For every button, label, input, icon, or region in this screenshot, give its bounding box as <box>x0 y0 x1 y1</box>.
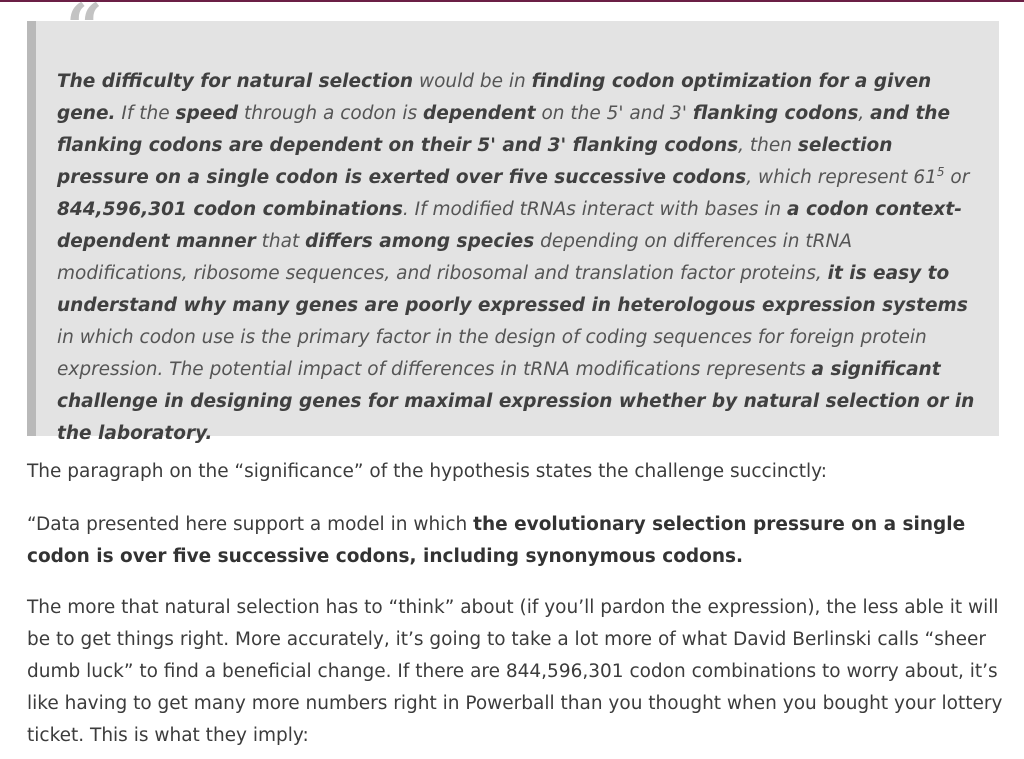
quote-span: through a codon is <box>238 103 424 124</box>
quote-bold-span: a significant challenge in designing genes for maximal expression whether by natural selection or in the laboratory. <box>57 359 975 444</box>
quote-bold-span: and the flanking codons are dependent on their 5' and 3' flanking codons <box>57 103 951 156</box>
quote-mark-icon: “ <box>66 0 103 65</box>
top-border <box>0 0 1024 2</box>
paragraph-bold: the evolutionary selection pressure on a single codon is over five successive codons, including synonymous codons. <box>27 514 966 567</box>
quote-span: on the 5' and 3' <box>535 103 693 124</box>
quote-span: depending on differences in tRNA modifications, ribosome sequences, and ribosomal and translation factor proteins, <box>57 231 852 284</box>
quote-span: If the <box>115 103 176 124</box>
exponent: 5 <box>936 165 945 179</box>
quote-bold-span: dependent <box>423 103 536 124</box>
paragraph-quoted-model <box>27 509 1007 573</box>
quote-bold-span: speed <box>175 103 239 124</box>
quote-span: , <box>858 103 871 124</box>
quote-span: . If modified tRNAs interact with bases in <box>402 199 788 220</box>
quote-span: would be in <box>413 71 532 92</box>
quote-span: , then <box>738 135 798 156</box>
paragraph-lead: “Data presented here support a model in which <box>27 514 474 535</box>
quote-bold-span: differs among species <box>305 231 535 252</box>
quote-span: or <box>944 167 970 188</box>
quote-bold-span: finding codon optimization for a given gene. <box>57 71 932 124</box>
paragraph-natural-selection: The more that natural selection has to “think” about (if you’ll pardon the expression), the less able it will be to get things right. More accurately, it’s going to take a lot more of what David Berlinski calls “sheer dumb luck” to find a beneficial change. If there are 844,596,301 codon combinations to worry about, it’s like having to get many more numbers right in Powerball than you thought when you bought your lottery ticket. This is what they imply: <box>27 597 1003 746</box>
quote-span: in which codon use is the primary factor in the design of coding sequences for foreign protein expression. The potential impact of differences in tRNA modifications represents <box>57 327 927 380</box>
quote-bold-span: The difficulty for natural selection <box>57 71 414 92</box>
paragraph-significance: The paragraph on the “significance” of the hypothesis states the challenge succinctly: <box>27 461 827 482</box>
quote-bold-span: it is easy to understand why many genes are poorly expressed in heterologous expression systems <box>57 263 968 316</box>
quote-bold-span: 844,596,301 codon combinations <box>57 199 403 220</box>
blockquote-text <box>57 66 977 450</box>
quote-bold-span: selection pressure on a single codon is exerted over five successive codons <box>57 135 893 188</box>
quote-span: , which represent 61 <box>746 167 937 188</box>
quote-span: that <box>255 231 306 252</box>
quote-bold-span: flanking codons <box>692 103 859 124</box>
quote-bold-span: a codon context-dependent manner <box>57 199 962 252</box>
